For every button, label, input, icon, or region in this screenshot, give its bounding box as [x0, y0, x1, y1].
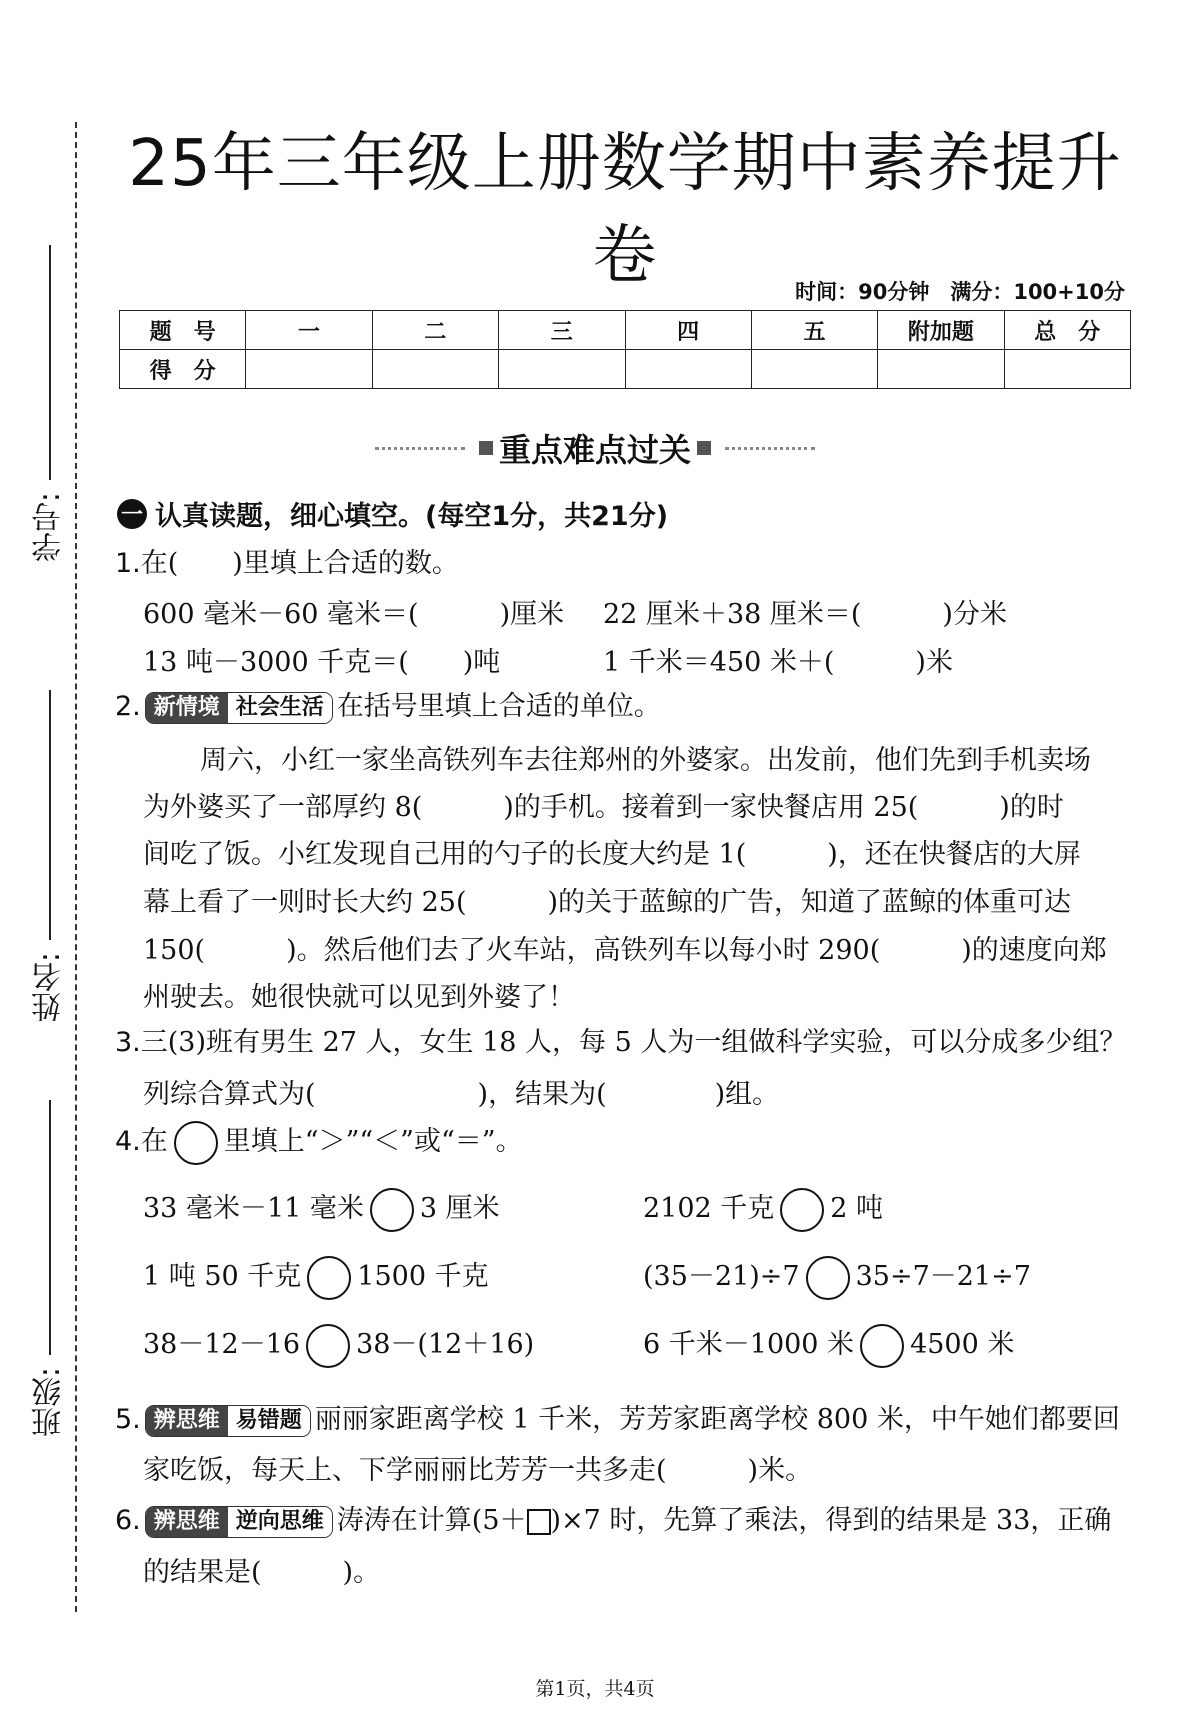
question-text: 涛涛在计算(5＋: [336, 1505, 527, 1536]
q2-passage-line: 幕上看了一则时长大约 25( )的关于蓝鲸的广告，知道了蓝鲸的体重可达: [143, 887, 1072, 918]
part-number-badge: 一: [117, 499, 147, 529]
student-no-field: [28, 245, 72, 562]
compare-item: [643, 1186, 883, 1232]
compare-item: [143, 1254, 489, 1300]
compare-right: 4500 米: [910, 1329, 1015, 1360]
class-label: 班级:: [32, 1367, 67, 1438]
header-cell: 总 分: [1004, 311, 1130, 350]
compare-item: [143, 1186, 500, 1232]
part-heading: [117, 494, 668, 533]
score-cell[interactable]: [246, 350, 372, 389]
banner-square-icon: [697, 441, 711, 455]
compare-left: 33 毫米－11 毫米: [143, 1193, 364, 1224]
binding-dashed-line: [75, 122, 77, 1612]
header-cell: 一: [246, 311, 372, 350]
row-label-cell: 得 分: [120, 350, 246, 389]
q3-answer-line: 列综合算式为( )，结果为( )组。: [143, 1079, 780, 1110]
compare-circle-input[interactable]: [307, 1256, 351, 1300]
question-6: [115, 1497, 1111, 1544]
banner-square-icon: [479, 441, 493, 455]
question-number: 6.: [115, 1505, 141, 1536]
compare-right: 3 厘米: [419, 1193, 500, 1224]
question-2: [115, 683, 661, 730]
score-table: [119, 310, 1131, 389]
header-cell: 附加题: [878, 311, 1004, 350]
compare-right: 35÷7－21÷7: [855, 1261, 1031, 1292]
question-number: 5.: [115, 1404, 141, 1435]
compare-circle-input[interactable]: [860, 1324, 904, 1368]
score-table-header-row: [120, 311, 1131, 350]
name-label: 姓名:: [32, 952, 67, 1023]
header-cell: 五: [751, 311, 877, 350]
name-field: [28, 690, 72, 1022]
compare-circle-input[interactable]: [780, 1188, 824, 1232]
compare-item: [643, 1322, 1014, 1368]
compare-circle-input[interactable]: [370, 1188, 414, 1232]
header-cell: 二: [372, 311, 498, 350]
compare-right: 38－(12＋16): [356, 1329, 535, 1360]
question-text: 三(3)班有男生 27 人，女生 18 人，每 5 人为一组做科学实验，可以分成多少组？: [140, 1027, 1127, 1058]
tag-secondary: 易错题: [228, 1406, 310, 1436]
banner-dots-right: [725, 447, 815, 450]
question-tag: [145, 692, 333, 724]
question-text: )×7 时，先算了乘法，得到的结果是 33，正确: [550, 1505, 1112, 1536]
banner-dots-left: [375, 447, 465, 450]
q1-item-b: 22 厘米＋38 厘米＝( )分米: [603, 599, 1007, 630]
compare-left: 38－12－16: [143, 1329, 301, 1360]
q2-passage-line: 为外婆买了一部厚约 8( )的手机。接着到一家快餐店用 25( )的时: [143, 792, 1064, 823]
question-5: [115, 1396, 1120, 1443]
q2-passage-line: 间吃了饭。小红发现自己用的勺子的长度大约是 1( )，还在快餐店的大屏: [143, 839, 1081, 870]
question-text: 在括号里填上合适的单位。: [336, 691, 661, 722]
tag-primary: 辨思维: [146, 1507, 228, 1537]
score-cell[interactable]: [878, 350, 1004, 389]
q2-passage-line: 150( )。然后他们去了火车站，高铁列车以每小时 290( )的速度向郑: [143, 935, 1107, 966]
name-line: [49, 690, 51, 940]
page-title: 25年三年级上册数学期中素养提升卷: [128, 127, 1122, 293]
compare-item: [643, 1254, 1031, 1300]
question-tag: [145, 1506, 333, 1538]
compare-left: (35－21)÷7: [643, 1261, 800, 1292]
section-banner: [0, 425, 1190, 471]
tag-secondary: 逆向思维: [228, 1507, 332, 1537]
question-3: [115, 1019, 1126, 1066]
question-number: 1.: [115, 548, 141, 579]
header-cell: 三: [499, 311, 625, 350]
question-text: 在: [140, 1126, 168, 1157]
question-text: 里填上“＞”“＜”或“＝”。: [223, 1126, 523, 1157]
score-cell[interactable]: [372, 350, 498, 389]
question-number: 3.: [115, 1027, 141, 1058]
score-table-score-row: [120, 350, 1131, 389]
q2-passage-line: 周六，小红一家坐高铁列车去往郑州的外婆家。出发前，他们先到手机卖场: [200, 745, 1091, 776]
compare-circle-input[interactable]: [806, 1256, 850, 1300]
tag-primary: 新情境: [146, 693, 228, 723]
compare-right: 2 吨: [830, 1193, 884, 1224]
question-number: 4.: [115, 1126, 141, 1157]
class-line: [49, 1100, 51, 1355]
question-number: 2.: [115, 691, 141, 722]
score-cell[interactable]: [625, 350, 751, 389]
question-tag: [145, 1405, 311, 1437]
student-no-label: 学号:: [32, 492, 67, 563]
question-text: 丽丽家距离学校 1 千米，芳芳家距离学校 800 米，中午她们都要回: [314, 1404, 1120, 1435]
page-footer: 第1页，共4页: [535, 1678, 655, 1700]
compare-circle-icon: [174, 1121, 218, 1165]
question-4: [115, 1118, 523, 1165]
tag-secondary: 社会生活: [228, 693, 332, 723]
compare-circle-input[interactable]: [306, 1324, 350, 1368]
q1-item-d: 1 千米＝450 米＋( )米: [603, 647, 953, 678]
compare-right: 1500 千克: [357, 1261, 489, 1292]
score-cell[interactable]: [751, 350, 877, 389]
class-field: [28, 1100, 72, 1437]
question-1: [115, 540, 459, 587]
q2-passage-line: 州驶去。她很快就可以见到外婆了！: [143, 982, 575, 1013]
score-cell[interactable]: [1004, 350, 1130, 389]
q1-item-a: 600 毫米－60 毫米＝( )厘米: [143, 599, 565, 630]
section-banner-title: 重点难点过关: [498, 431, 691, 469]
score-cell[interactable]: [499, 350, 625, 389]
q6-answer-line: 的结果是( )。: [143, 1557, 381, 1588]
exam-meta: 时间：90分钟 满分：100+10分: [795, 280, 1125, 304]
unknown-box-icon: [527, 1509, 551, 1535]
header-cell: 题 号: [120, 311, 246, 350]
compare-left: 6 千米－1000 米: [643, 1329, 855, 1360]
part-title: 认真读题，细心填空。(每空1分，共21分): [155, 501, 669, 532]
compare-left: 2102 千克: [643, 1193, 775, 1224]
compare-left: 1 吨 50 千克: [143, 1261, 302, 1292]
question-text: 在( )里填上合适的数。: [140, 548, 459, 579]
tag-primary: 辨思维: [146, 1406, 228, 1436]
q1-item-c: 13 吨－3000 千克＝( )吨: [143, 647, 501, 678]
header-cell: 四: [625, 311, 751, 350]
compare-item: [143, 1322, 534, 1368]
q5-answer-line: 家吃饭，每天上、下学丽丽比芳芳一共多走( )米。: [143, 1455, 813, 1486]
